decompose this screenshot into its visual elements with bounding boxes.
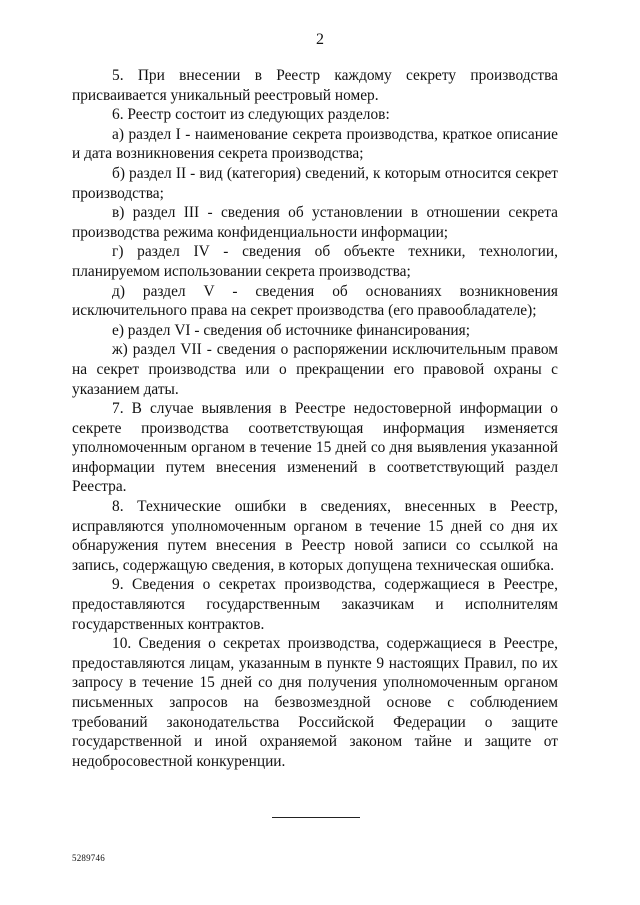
paragraph-5: 5. При внесении в Реестр каждому секрету производства присваивается уникальный реестровый номер. — [72, 67, 558, 104]
paragraph-6v: в) раздел III - сведения об установлении в отношении секрета производства режима конфиденциальности информации; — [72, 204, 558, 241]
paragraph-6zh: ж) раздел VII - сведения о распоряжении исключительным правом на секрет производства или о прекращении его правовой охраны с указанием даты. — [72, 341, 558, 398]
paragraph-8: 8. Технические ошибки в сведениях, внесенных в Реестр, исправляются уполномоченным органом в течение 15 дней со дня их обнаружения путем внесения в Реестр новой записи со ссылкой на запись, содержащую сведения, в которых допущена техническая ошибка. — [72, 498, 558, 574]
paragraph-6e: е) раздел VI - сведения об источнике финансирования; — [112, 321, 471, 339]
document-body — [72, 66, 558, 771]
paragraph-6a: а) раздел I - наименование секрета производства, краткое описание и дата возникновения секрета производства; — [72, 125, 558, 163]
page-number: 2 — [316, 31, 324, 48]
paragraph-9: 9. Сведения о секретах производства, содержащиеся в Реестре, предоставляются государственным заказчикам и исполнителям государственных контрактов. — [72, 576, 558, 633]
paragraph-6g: г) раздел IV - сведения об объекте техники, технологии, планируемом использовании секрета производства; — [72, 243, 558, 280]
paragraph-6d: д) раздел V - сведения об основаниях возникновения исключительного права на секрет производства (его правообладателе); — [72, 282, 558, 320]
document-code: 5289746 — [72, 853, 105, 863]
end-of-text-rule — [272, 817, 360, 818]
paragraph-6b: б) раздел II - вид (категория) сведений, к которым относится секрет производства; — [72, 164, 558, 202]
paragraph-10: 10. Сведения о секретах производства, содержащиеся в Реестре, предоставляются лицам, указанным в пункте 9 настоящих Правил, по их запросу в течение 15 дней со дня получения уполномоченным органом письменных запросов на безвозмездной основе с соблюдением требований законодательства Российской Федерации о защите государственной и иной охраняемой законом тайне и защите от недобросовестной конкуренции. — [72, 635, 558, 770]
paragraph-7: 7. В случае выявления в Реестре недостоверной информации о секрете производства соответствующая информация изменяется уполномоченным органом в течение 15 дней со дня выявления указанной информации путем внесения изменений в соответствующий раздел Реестра. — [72, 400, 558, 496]
paragraph-6: 6. Реестр состоит из следующих разделов: — [112, 106, 390, 124]
